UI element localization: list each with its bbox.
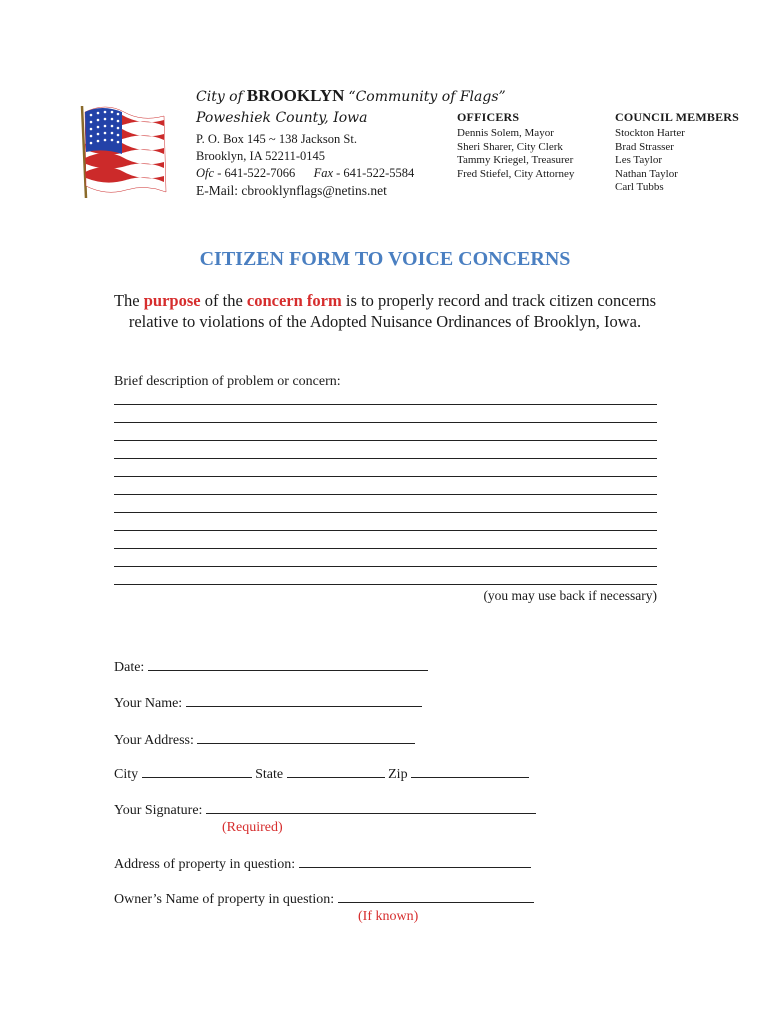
email-line: E-Mail: cbrooklynflags@netins.net [196, 183, 387, 198]
office-label: Ofc [196, 166, 215, 180]
description-line[interactable] [114, 548, 657, 549]
form-title: CITIZEN FORM TO VOICE CONCERNS [199, 248, 571, 270]
intro-text-3: is to properly record and track citizen concerns relative to violations of the Adopted Nuisance Ordinances of Brooklyn, Iowa. [128, 291, 657, 331]
address-line-2: Brooklyn, IA 52211-0145 [196, 149, 326, 163]
officer-item: Dennis Solem, Mayor [457, 127, 554, 139]
property-address-label: Address of property in question: [114, 857, 296, 872]
description-line[interactable] [114, 404, 657, 405]
signature-label: Your Signature: [114, 803, 203, 818]
form-intro [100, 290, 670, 332]
phone-line [196, 165, 446, 182]
signature-input[interactable] [206, 801, 536, 814]
officers-column [457, 110, 607, 181]
address-row [114, 731, 415, 749]
city-state-zip-row [114, 765, 529, 783]
city-name: BROOKLYN [246, 86, 345, 105]
property-address-row [114, 855, 531, 873]
zip-input[interactable] [411, 765, 529, 778]
city-motto: “Community of Flags” [348, 89, 506, 105]
description-line[interactable] [114, 512, 657, 513]
council-member-item: Les Taylor [615, 154, 662, 167]
owner-row [114, 890, 534, 908]
city-label: City [114, 767, 139, 782]
council-member-item: Nathan Taylor [615, 167, 678, 180]
county-name: Poweshiek County, Iowa [196, 110, 368, 126]
name-row [114, 694, 422, 712]
property-address-input[interactable] [299, 855, 531, 868]
council-column [615, 110, 765, 195]
intro-text-1: The [113, 291, 144, 310]
officer-item: Fred Stiefel, City Attorney [457, 167, 575, 180]
owner-input[interactable] [338, 890, 534, 903]
officer-item: Sheri Sharer, City Clerk [457, 140, 563, 153]
description-line[interactable] [114, 530, 657, 531]
back-note: (you may use back if necessary) [483, 588, 657, 603]
intro-highlight-purpose: purpose [143, 291, 201, 310]
officers-heading: OFFICERS [457, 110, 520, 124]
officers-list [457, 127, 607, 181]
description-line[interactable] [114, 566, 657, 567]
intro-highlight-concern-form: concern form [246, 291, 342, 310]
date-row [114, 658, 428, 676]
american-flag-icon [76, 100, 168, 200]
council-member-item: Stockton Harter [615, 127, 685, 139]
state-input[interactable] [287, 765, 385, 778]
fax-number: - 641-522-5584 [333, 166, 415, 180]
council-list [615, 127, 765, 195]
council-member-item: Brad Strasser [615, 140, 674, 153]
required-note: (Required) [222, 820, 283, 835]
zip-label: Zip [388, 767, 408, 782]
owner-label: Owner’s Name of property in question: [114, 892, 335, 907]
intro-text-2: of the [200, 291, 247, 310]
officer-item: Tammy Kriegel, Treasurer [457, 154, 574, 167]
council-member-item: Carl Tubbs [615, 181, 664, 194]
city-prefix: City of [196, 89, 243, 105]
address-input[interactable] [197, 731, 415, 744]
office-phone: - 641-522-7066 [214, 166, 296, 180]
signature-row [114, 801, 536, 819]
description-line[interactable] [114, 476, 657, 477]
state-label: State [255, 767, 284, 782]
date-input[interactable] [148, 658, 428, 671]
description-label: Brief description of problem or concern: [114, 374, 341, 389]
date-label: Date: [114, 660, 145, 675]
description-line[interactable] [114, 584, 657, 585]
city-title-line [196, 86, 506, 106]
address-line-1: P. O. Box 145 ~ 138 Jackson St. [196, 132, 357, 146]
address-label: Your Address: [114, 733, 194, 748]
description-line[interactable] [114, 440, 657, 441]
fax-label: Fax [313, 166, 333, 180]
description-line[interactable] [114, 458, 657, 459]
city-input[interactable] [142, 765, 252, 778]
description-line[interactable] [114, 494, 657, 495]
description-line[interactable] [114, 422, 657, 423]
name-label: Your Name: [114, 696, 183, 711]
council-heading: COUNCIL MEMBERS [615, 110, 740, 124]
if-known-note: (If known) [358, 909, 419, 924]
name-input[interactable] [186, 694, 422, 707]
